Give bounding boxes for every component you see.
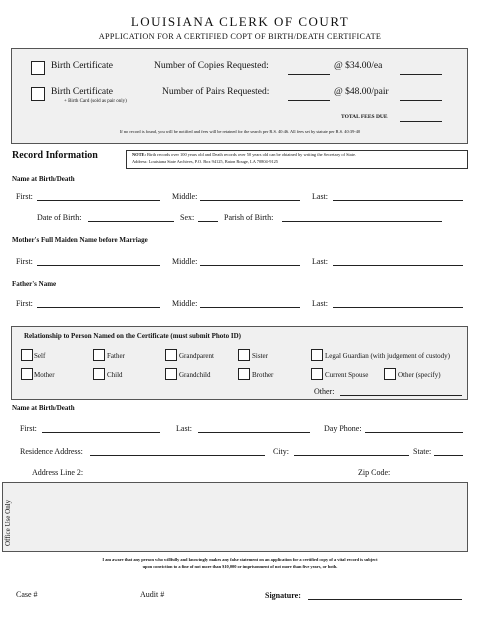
copies-input[interactable]	[288, 62, 330, 75]
father-first-label: First:	[16, 299, 33, 308]
father-checkbox[interactable]	[93, 349, 105, 361]
day-phone-label: Day Phone:	[324, 424, 362, 433]
total-fees-label: TOTAL FEES DUE	[341, 114, 388, 120]
self-checkbox[interactable]	[21, 349, 33, 361]
brother-label: Brother	[252, 371, 274, 379]
applicant-last-label: Last:	[176, 424, 192, 433]
applicant-last-input[interactable]	[198, 423, 310, 433]
birth-first-input[interactable]	[37, 191, 160, 201]
sister-label: Sister	[252, 352, 268, 360]
residence-address-label: Residence Address:	[20, 447, 83, 456]
other-specify-label: Other (specify)	[398, 371, 441, 379]
form-title: LOUISIANA CLERK OF COURT	[130, 14, 350, 29]
mother-last-label: Last:	[312, 257, 328, 266]
birth-card-note: + Birth Card (sold as pair only)	[64, 99, 127, 104]
pairs-total-input[interactable]	[400, 88, 442, 101]
birth-last-label: Last:	[312, 192, 328, 201]
brother-checkbox[interactable]	[238, 368, 250, 380]
pairs-price: @ $48.00/pair	[334, 87, 389, 97]
name-at-birth-heading: Name at Birth/Death	[12, 175, 75, 183]
records-note-address: Address: Louisiana State Archives, P.O. Box 94125, Baton Rouge, LA 70804-9125	[132, 159, 278, 164]
child-label: Child	[107, 371, 123, 379]
pairs-label: Number of Pairs Requested:	[162, 87, 270, 97]
mother-first-input[interactable]	[37, 256, 160, 266]
relationship-heading: Relationship to Person Named on the Certificate (must submit Photo ID)	[24, 332, 241, 340]
mother-last-input[interactable]	[333, 256, 463, 266]
birth-certificate-checkbox[interactable]	[31, 61, 45, 75]
sister-checkbox[interactable]	[238, 349, 250, 361]
zip-code-label: Zip Code:	[358, 468, 391, 477]
records-note	[132, 152, 356, 157]
grandparent-label: Grandparent	[179, 352, 214, 360]
mother-checkbox[interactable]	[21, 368, 33, 380]
office-use-label: Office Use Only	[4, 499, 12, 546]
father-middle-input[interactable]	[200, 298, 300, 308]
declaration-line-1: I am aware that any person who willfully and knowingly makes any false statement on an application for a certified copy of a vital record is subject	[102, 557, 378, 562]
copies-price: @ $34.00/ea	[334, 61, 383, 71]
mother-first-label: First:	[16, 257, 33, 266]
city-input[interactable]	[294, 446, 409, 456]
sex-label: Sex:	[180, 213, 195, 222]
state-input[interactable]	[434, 446, 463, 456]
grandchild-checkbox[interactable]	[165, 368, 177, 380]
parish-of-birth-label: Parish of Birth:	[224, 213, 274, 222]
city-label: City:	[273, 447, 290, 456]
signature-input[interactable]	[308, 590, 462, 600]
legal-guardian-checkbox[interactable]	[311, 349, 323, 361]
mother-name-heading: Mother's Full Maiden Name before Marriage	[12, 236, 148, 244]
father-last-label: Last:	[312, 299, 328, 308]
birth-first-label: First:	[16, 192, 33, 201]
applicant-name-heading: Name at Birth/Death	[12, 404, 75, 412]
father-rel-label: Father	[107, 352, 125, 360]
pairs-input[interactable]	[288, 88, 330, 101]
child-checkbox[interactable]	[93, 368, 105, 380]
note-text: Birth records over 100 years old and Death records over 50 years old can be obtained by writing the Secretary of State.	[147, 152, 356, 157]
applicant-first-input[interactable]	[42, 423, 160, 433]
copies-total-input[interactable]	[400, 62, 442, 75]
legal-guardian-label: Legal Guardian (with judgement of custody)	[325, 352, 450, 360]
total-fees-input[interactable]	[400, 113, 442, 122]
birth-last-input[interactable]	[333, 191, 463, 201]
date-of-birth-input[interactable]	[88, 212, 174, 222]
birth-card-checkbox[interactable]	[31, 87, 45, 101]
search-fee-notice: If no record is found, you will be notified and fees will be retained for the search per R.S. 40:46. All fees set by statute per R.S. 40:39-40	[119, 129, 361, 134]
form-subtitle: APPLICATION FOR A CERTIFIED COPT OF BIRTH/DEATH CERTIFICATE	[98, 32, 382, 41]
mother-rel-label: Mother	[34, 371, 55, 379]
mother-middle-label: Middle:	[172, 257, 198, 266]
other-relationship-input[interactable]	[340, 386, 462, 396]
father-middle-label: Middle:	[172, 299, 198, 308]
audit-number-label: Audit #	[140, 590, 165, 599]
signature-label: Signature:	[265, 591, 301, 600]
state-label: State:	[413, 447, 432, 456]
father-first-input[interactable]	[37, 298, 160, 308]
record-information-heading: Record Information	[12, 150, 98, 161]
mother-middle-input[interactable]	[200, 256, 300, 266]
date-of-birth-label: Date of Birth:	[37, 213, 82, 222]
grandparent-checkbox[interactable]	[165, 349, 177, 361]
other-specify-checkbox[interactable]	[384, 368, 396, 380]
current-spouse-checkbox[interactable]	[311, 368, 323, 380]
applicant-first-label: First:	[20, 424, 37, 433]
day-phone-input[interactable]	[365, 423, 463, 433]
self-label: Self	[34, 352, 46, 360]
case-number-label: Case #	[16, 590, 38, 599]
copies-label: Number of Copies Requested:	[154, 61, 269, 71]
grandchild-label: Grandchild	[179, 371, 211, 379]
birth-certificate-pair-label: Birth Certificate	[51, 87, 113, 97]
father-last-input[interactable]	[333, 298, 463, 308]
declaration-line-2: upon conviction to a fine of not more than $10,000 or imprisonment of not more than five years, or both.	[142, 564, 338, 569]
residence-address-input[interactable]	[90, 446, 265, 456]
father-name-heading: Father's Name	[12, 280, 57, 288]
address-line-2-label: Address Line 2:	[32, 468, 84, 477]
birth-middle-label: Middle:	[172, 192, 198, 201]
other-relationship-label: Other:	[314, 387, 335, 396]
office-use-box	[2, 482, 468, 552]
birth-middle-input[interactable]	[200, 191, 300, 201]
note-label: NOTE:	[132, 152, 146, 157]
parish-of-birth-input[interactable]	[282, 212, 442, 222]
birth-certificate-label: Birth Certificate	[51, 61, 113, 71]
current-spouse-label: Current Spouse	[325, 371, 369, 379]
sex-input[interactable]	[198, 212, 218, 222]
